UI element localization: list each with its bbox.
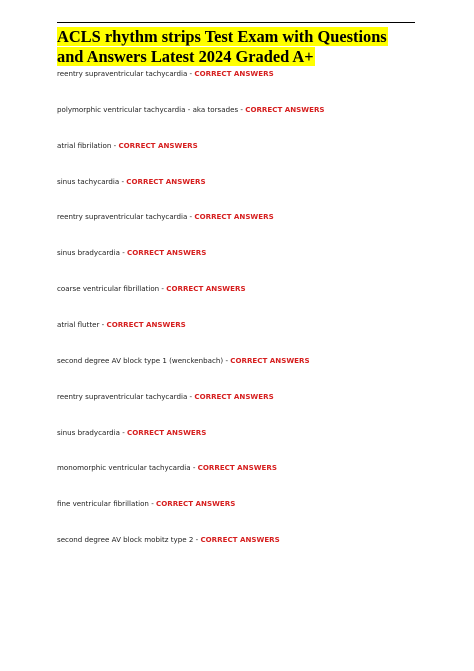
- answer-text: CORRECT ANSWERS: [194, 69, 274, 78]
- answer-text: CORRECT ANSWERS: [118, 141, 198, 150]
- question-text: coarse ventricular fibrillation: [57, 284, 160, 293]
- answer-text: CORRECT ANSWERS: [126, 177, 206, 186]
- question-text: reentry supraventricular tachycardia: [57, 69, 188, 78]
- qa-item: reentry supraventricular tachycardia - CORRECT ANSWERS: [57, 392, 274, 401]
- qa-item: monomorphic ventricular tachycardia - CORRECT ANSWERS: [57, 463, 277, 472]
- qa-item: sinus bradycardia - CORRECT ANSWERS: [57, 428, 207, 437]
- answer-text: CORRECT ANSWERS: [200, 535, 280, 544]
- qa-item: sinus tachycardia - CORRECT ANSWERS: [57, 177, 206, 186]
- question-text: second degree AV block mobitz type 2: [57, 535, 194, 544]
- question-text: polymorphic ventricular tachycardia - aka torsades: [57, 105, 239, 114]
- question-text: sinus bradycardia: [57, 248, 120, 257]
- answer-text: CORRECT ANSWERS: [197, 463, 277, 472]
- qa-item: sinus bradycardia - CORRECT ANSWERS: [57, 248, 207, 257]
- answer-text: CORRECT ANSWERS: [194, 212, 274, 221]
- qa-item: atrial flutter - CORRECT ANSWERS: [57, 320, 186, 329]
- question-text: reentry supraventricular tachycardia: [57, 392, 188, 401]
- question-text: sinus tachycardia: [57, 177, 120, 186]
- question-text: reentry supraventricular tachycardia: [57, 212, 188, 221]
- question-text: second degree AV block type 1 (wenckenbach): [57, 356, 224, 365]
- title-line-1: ACLS rhythm strips Test Exam with Questions: [57, 27, 387, 46]
- answer-text: CORRECT ANSWERS: [127, 428, 207, 437]
- question-text: atrial flutter: [57, 320, 100, 329]
- answer-text: CORRECT ANSWERS: [156, 499, 236, 508]
- answer-text: CORRECT ANSWERS: [106, 320, 186, 329]
- question-text: monomorphic ventricular tachycardia: [57, 463, 191, 472]
- answer-text: CORRECT ANSWERS: [127, 248, 207, 257]
- question-text: atrial fibrilation: [57, 141, 112, 150]
- qa-item: second degree AV block type 1 (wenckenbach) - CORRECT ANSWERS: [57, 356, 310, 365]
- answer-text: CORRECT ANSWERS: [166, 284, 246, 293]
- qa-item: second degree AV block mobitz type 2 - CORRECT ANSWERS: [57, 535, 280, 544]
- qa-item: polymorphic ventricular tachycardia - aka torsades - CORRECT ANSWERS: [57, 105, 325, 114]
- document-title: [57, 27, 427, 66]
- top-divider: [57, 22, 415, 23]
- answer-text: CORRECT ANSWERS: [230, 356, 310, 365]
- question-text: sinus bradycardia: [57, 428, 120, 437]
- answer-text: CORRECT ANSWERS: [245, 105, 325, 114]
- qa-item: reentry supraventricular tachycardia - CORRECT ANSWERS: [57, 69, 274, 78]
- title-line-2: and Answers Latest 2024 Graded A+: [57, 46, 314, 66]
- answer-text: CORRECT ANSWERS: [194, 392, 274, 401]
- qa-item: reentry supraventricular tachycardia - CORRECT ANSWERS: [57, 212, 274, 221]
- qa-item: fine ventricular fibrillation - CORRECT ANSWERS: [57, 499, 236, 508]
- question-text: fine ventricular fibrillation: [57, 499, 149, 508]
- qa-item: atrial fibrilation - CORRECT ANSWERS: [57, 141, 198, 150]
- qa-item: coarse ventricular fibrillation - CORRECT ANSWERS: [57, 284, 246, 293]
